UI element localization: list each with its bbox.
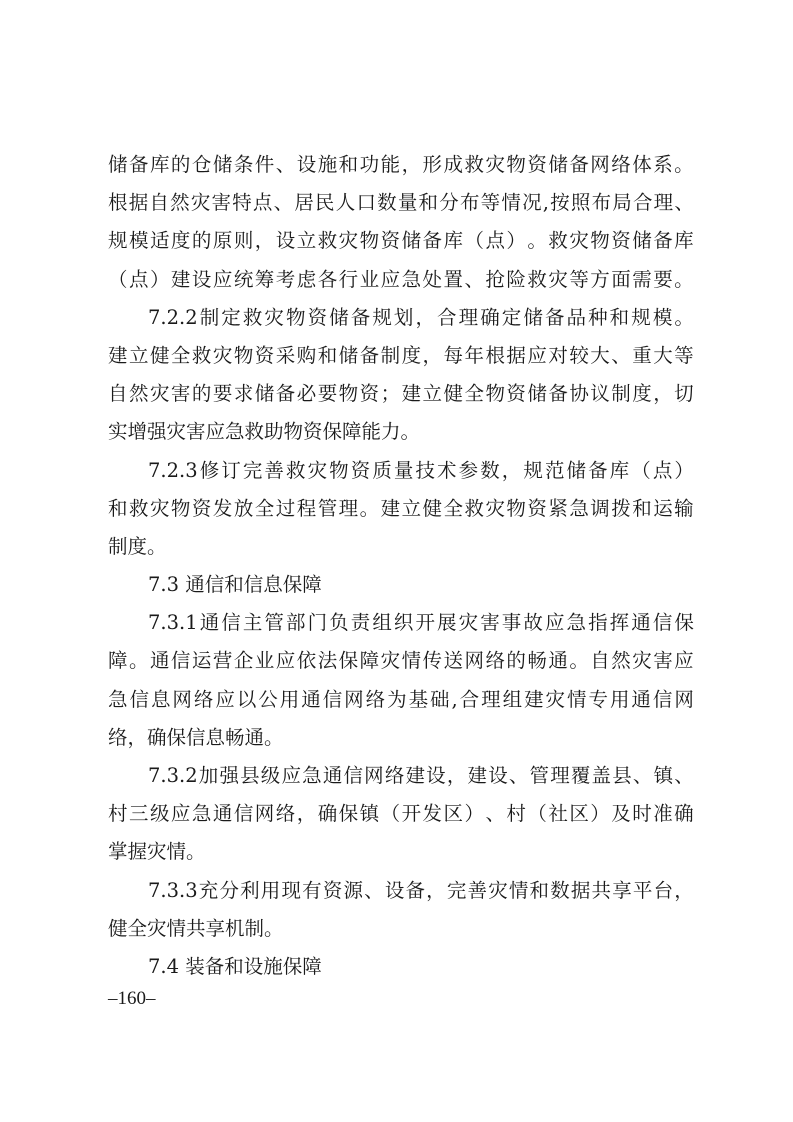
page-number: –160– — [108, 988, 156, 1009]
text-line: （ 点 ） 建 设 应 统 筹 考 虑 各 行 业 应 急 处 置 、 抢 险 救 灾 等 方 面 需 要 。 — [108, 267, 694, 291]
text-line: 7.2.3 修 订 完 善 救 灾 物 资 质 量 技 术 参 数 ， 规 范 储 备 库 （ 点 ） — [148, 458, 694, 482]
text-line: 7.3.2 加 强 县 级 应 急 通 信 网 络 建 设 ， 建 设 、 管 理 覆 盖 县 、 镇 、 — [148, 764, 694, 787]
text-line: 自 然 灾 害 的 要 求 储 备 必 要 物 资 ； 建 立 健 全 物 资 储 备 协 议 制 度 ， 切 — [108, 382, 694, 406]
body-text — [108, 146, 694, 986]
text-line: 规 模 适 度 的 原 则 ， 设 立 救 灾 物 资 储 备 库 （ 点 ） 。 救 灾 物 资 储 备 库 — [108, 229, 694, 253]
text-line: 储 备 库 的 仓 储 条 件 、 设 施 和 功 能 ， 形 成 救 灾 物 资 储 备 网 络 体 系 。 — [108, 153, 694, 176]
text-line: 7.3.1 通 信 主 管 部 门 负 责 组 织 开 展 灾 害 事 故 应 急 指 挥 通 信 保 — [148, 611, 694, 635]
text-line: 村 三 级 应 急 通 信 网 络 ， 确 保 镇 （ 开 发 区 ） 、 村 （ 社 区 ） 及 时 准 确 — [108, 802, 694, 826]
text-line: 掌握灾情。 — [108, 840, 206, 864]
text-line: 络，确保信息畅通。 — [108, 725, 284, 749]
text-line: 制度。 — [108, 534, 167, 558]
text-line: 7.3.3 充 分 利 用 现 有 资 源 、 设 备 ， 完 善 灾 情 和 数 据 共 享 平 台 ， — [148, 878, 694, 902]
text-line: 障 。 通 信 运 营 企 业 应 依 法 保 障 灾 情 传 送 网 络 的 畅 通 。 自 然 灾 害 应 — [108, 649, 694, 673]
text-line: 7.2.2 制 定 救 灾 物 资 储 备 规 划 ， 合 理 确 定 储 备 品 种 和 规 模 。 — [148, 305, 694, 329]
section-heading: 7.3 通信和信息保障 — [148, 573, 322, 597]
text-line: 实增强灾害应急救助物资保障能力。 — [108, 420, 421, 444]
text-line: 急 信 息 网 络 应 以 公 用 通 信 网 络 为 基 础 , 合 理 组 建 灾 情 专 用 通 信 网 — [108, 687, 694, 711]
text-line: 建 立 健 全 救 灾 物 资 采 购 和 储 备 制 度 ， 每 年 根 据 应 对 较 大 、 重 大 等 — [108, 343, 694, 367]
text-line: 和 救 灾 物 资 发 放 全 过 程 管 理 。 建 立 健 全 救 灾 物 资 紧 急 调 拨 和 运 输 — [108, 496, 694, 520]
text-line: 根 据 自 然 灾 害 特 点 、 居 民 人 口 数 量 和 分 布 等 情 况 , 按 照 布 局 合 理 、 — [108, 191, 694, 215]
text-line: 健全灾情共享机制。 — [108, 916, 284, 940]
section-heading: 7.4 装备和设施保障 — [148, 954, 322, 978]
